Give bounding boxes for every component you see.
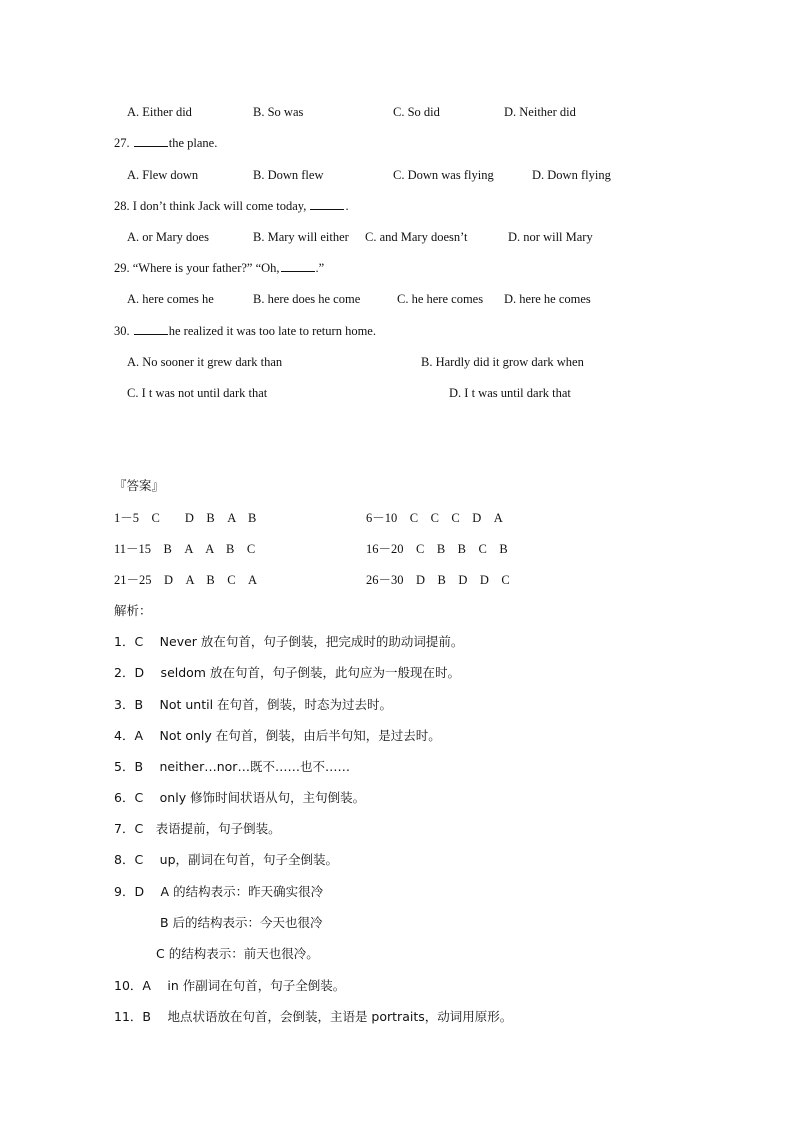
analysis-item: 1．C Never 放在句首，句子倒装，把完成时的助动词提前。 [114, 634, 464, 649]
answer-blank [134, 323, 168, 335]
answer-range: 1－5 C D B A B [114, 511, 257, 525]
analysis-item: 10．A in 作副词在句首，句子全倒装。 [114, 978, 346, 993]
q26-option-d: D. Neither did [504, 105, 576, 119]
q28-option-d: D. nor will Mary [508, 230, 593, 244]
q27-option-d: D. Down flying [532, 168, 611, 182]
q27-option-c: C. Down was flying [393, 168, 494, 182]
analysis-item: 5．B neither…nor…既不……也不…… [114, 759, 350, 774]
answer-blank [310, 198, 344, 210]
q29-option-d: D. here he comes [504, 292, 591, 306]
analysis-item: 6．C only 修饰时间状语从句，主句倒装。 [114, 790, 366, 805]
analysis-item: 11．B 地点状语放在句首，会倒装，主语是 portraits，动词用原形。 [114, 1009, 513, 1024]
q28-text: 28. I don’t think Jack will come today, [114, 199, 307, 213]
q30-option-c: C. I t was not until dark that [127, 386, 268, 400]
q29-text-end: .” [315, 261, 325, 275]
q29-option-a: A. here comes he [127, 292, 214, 306]
analysis-subitem: C 的结构表示：前天也很冷。 [156, 946, 319, 961]
question-27 [114, 135, 217, 151]
answer-range: 21－25 D A B C A [114, 573, 258, 587]
analysis-item: 9．D A 的结构表示：昨天确实很冷 [114, 884, 324, 899]
q26-option-b: B. So was [253, 105, 304, 119]
q30-option-b: B. Hardly did it grow dark when [421, 355, 584, 369]
analysis-heading: 解析： [114, 603, 152, 618]
q28-option-c: C. and Mary doesn’t [365, 230, 468, 244]
answer-range: 6－10 C C C D A [366, 511, 503, 525]
answer-range: 26－30 D B D D C [366, 573, 510, 587]
q30-option-d: D. I t was until dark that [449, 386, 571, 400]
question-28 [114, 198, 349, 214]
q28-option-a: A. or Mary does [127, 230, 209, 244]
q28-option-b: B. Mary will either [253, 230, 349, 244]
q29-text: 29. “Where is your father?” “Oh, [114, 261, 280, 275]
q29-option-c: C. he here comes [397, 292, 484, 306]
q26-option-c: C. So did [393, 105, 440, 119]
answer-range: 11－15 B A A B C [114, 542, 256, 556]
analysis-subitem: B 后的结构表示：今天也很冷 [160, 915, 323, 930]
answer-range: 16－20 C B B C B [366, 542, 508, 556]
q29-option-b: B. here does he come [253, 292, 361, 306]
answer-blank [281, 260, 315, 272]
q30-number: 30. [114, 324, 130, 338]
q27-option-a: A. Flew down [127, 168, 199, 182]
q30-text: he realized it was too late to return home. [168, 324, 376, 338]
q27-option-b: B. Down flew [253, 168, 324, 182]
question-30 [114, 323, 376, 339]
analysis-item: 8．C up，副词在句首，句子全倒装。 [114, 852, 339, 867]
q27-text: the plane. [168, 136, 218, 150]
q30-option-a: A. No sooner it grew dark than [127, 355, 283, 369]
analysis-item: 7．C 表语提前，句子倒装。 [114, 821, 281, 836]
analysis-item: 4．A Not only 在句首，倒装，由后半句知，是过去时。 [114, 728, 441, 743]
q26-option-a: A. Either did [127, 105, 192, 119]
analysis-item: 2．D seldom 放在句首，句子倒装，此句应为一般现在时。 [114, 665, 460, 680]
question-29 [114, 260, 324, 276]
q27-number: 27. [114, 136, 130, 150]
analysis-item: 3．B Not until 在句首，倒装，时态为过去时。 [114, 697, 393, 712]
answers-heading: 『答案』 [114, 478, 165, 493]
answer-blank [134, 135, 168, 147]
q28-text-end: . [345, 199, 349, 213]
